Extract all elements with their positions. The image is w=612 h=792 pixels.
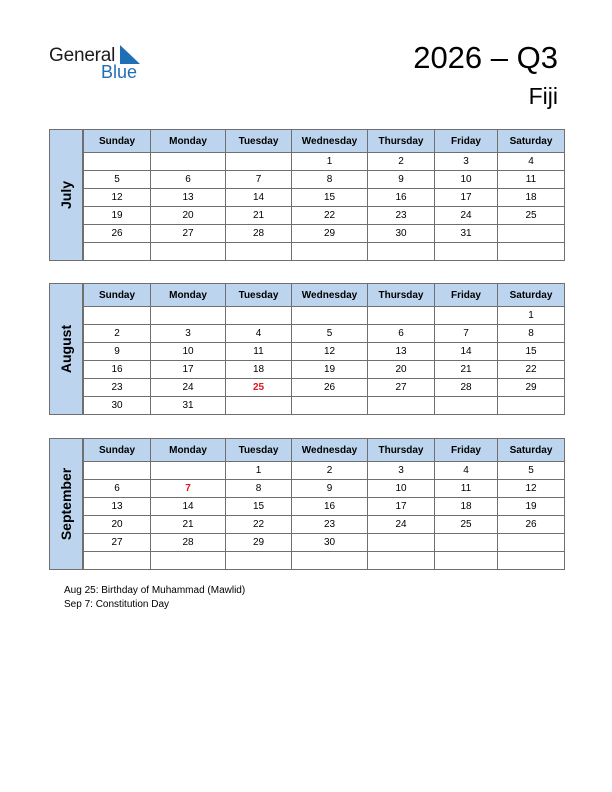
day-cell: 19 [292,361,368,379]
day-cell: 3 [435,153,498,171]
day-cell: 22 [292,207,368,225]
week-row [84,225,565,243]
month-name: July [58,180,74,210]
empty-day-cell [368,307,435,325]
day-cell: 31 [151,397,226,415]
empty-day-cell [151,552,226,570]
month-name: August [58,324,74,374]
day-cell: 9 [292,480,368,498]
empty-day-cell [435,307,498,325]
week-row [84,462,565,480]
day-cell: 21 [435,361,498,379]
weekday-header: Tuesday [226,130,292,153]
day-cell: 27 [368,379,435,397]
week-row [84,325,565,343]
page-title: 2026 – Q3 [413,40,558,75]
day-cell: 28 [151,534,226,552]
month-label-tab [49,438,83,570]
empty-day-cell [151,307,226,325]
month-label-tab [49,283,83,415]
day-cell: 5 [498,462,565,480]
empty-day-cell [226,153,292,171]
day-cell: 23 [84,379,151,397]
logo-word-blue: Blue [101,62,138,82]
day-cell: 27 [151,225,226,243]
day-cell: 16 [292,498,368,516]
weekday-header: Wednesday [292,439,368,462]
day-cell: 28 [435,379,498,397]
day-cell: 31 [435,225,498,243]
day-cell: 15 [292,189,368,207]
day-cell: 11 [498,171,565,189]
week-row [84,171,565,189]
empty-day-cell [151,462,226,480]
month-august [49,283,564,415]
day-cell: 21 [226,207,292,225]
day-cell: 1 [292,153,368,171]
day-cell: 13 [151,189,226,207]
day-cell: 8 [498,325,565,343]
weekday-header: Thursday [368,439,435,462]
empty-day-cell [368,397,435,415]
day-cell: 11 [435,480,498,498]
week-row [84,343,565,361]
day-cell: 7 [435,325,498,343]
week-row [84,243,565,261]
week-row [84,534,565,552]
empty-day-cell [226,307,292,325]
empty-day-cell [226,243,292,261]
weekday-header: Sunday [84,130,151,153]
day-cell: 28 [226,225,292,243]
day-cell: 24 [151,379,226,397]
day-cell: 18 [226,361,292,379]
day-cell: 6 [151,171,226,189]
day-cell: 13 [368,343,435,361]
holiday-note: Aug 25: Birthday of Muhammad (Mawlid) [64,585,246,596]
empty-day-cell [84,552,151,570]
day-cell: 15 [226,498,292,516]
weekday-header: Friday [435,439,498,462]
day-cell: 14 [226,189,292,207]
empty-day-cell [151,153,226,171]
day-cell: 10 [435,171,498,189]
weekday-header: Friday [435,284,498,307]
day-cell: 22 [498,361,565,379]
empty-day-cell [84,462,151,480]
week-row [84,552,565,570]
day-cell: 17 [368,498,435,516]
day-cell: 21 [151,516,226,534]
weekday-header: Sunday [84,284,151,307]
month-grid [83,283,565,415]
day-cell: 2 [292,462,368,480]
day-cell: 2 [84,325,151,343]
day-cell: 3 [151,325,226,343]
week-row [84,153,565,171]
week-row [84,516,565,534]
day-cell: 8 [226,480,292,498]
day-cell: 13 [84,498,151,516]
empty-day-cell [498,243,565,261]
day-cell: 24 [435,207,498,225]
day-cell: 30 [84,397,151,415]
holiday-day-cell: 7 [151,480,226,498]
day-cell: 29 [292,225,368,243]
holiday-note: Sep 7: Constitution Day [64,599,170,610]
day-cell: 26 [84,225,151,243]
holiday-notes [64,584,245,612]
empty-day-cell [226,397,292,415]
day-cell: 1 [498,307,565,325]
weekday-header: Sunday [84,439,151,462]
weekday-header: Saturday [498,439,565,462]
day-cell: 4 [435,462,498,480]
month-july [49,129,564,261]
month-september [49,438,564,570]
weekday-header: Wednesday [292,284,368,307]
day-cell: 1 [226,462,292,480]
week-row [84,361,565,379]
day-cell: 9 [368,171,435,189]
empty-day-cell [498,397,565,415]
day-cell: 30 [368,225,435,243]
day-cell: 29 [226,534,292,552]
week-row [84,480,565,498]
day-cell: 23 [292,516,368,534]
day-cell: 16 [368,189,435,207]
day-cell: 2 [368,153,435,171]
day-cell: 25 [498,207,565,225]
day-cell: 4 [498,153,565,171]
day-cell: 19 [84,207,151,225]
empty-day-cell [498,534,565,552]
day-cell: 3 [368,462,435,480]
empty-day-cell [226,552,292,570]
day-cell: 25 [435,516,498,534]
day-cell: 18 [498,189,565,207]
empty-day-cell [368,243,435,261]
empty-day-cell [84,153,151,171]
empty-day-cell [84,307,151,325]
day-cell: 10 [151,343,226,361]
week-row [84,189,565,207]
weekday-header: Tuesday [226,439,292,462]
day-cell: 29 [498,379,565,397]
empty-day-cell [498,552,565,570]
day-cell: 8 [292,171,368,189]
weekday-header: Saturday [498,130,565,153]
day-cell: 23 [368,207,435,225]
weekday-header: Monday [151,284,226,307]
day-cell: 16 [84,361,151,379]
day-cell: 5 [292,325,368,343]
day-cell: 14 [435,343,498,361]
month-grid [83,129,565,261]
empty-day-cell [292,307,368,325]
day-cell: 12 [84,189,151,207]
day-cell: 12 [498,480,565,498]
weekday-header: Thursday [368,130,435,153]
day-cell: 17 [435,189,498,207]
empty-day-cell [435,534,498,552]
day-cell: 9 [84,343,151,361]
holiday-day-cell: 25 [226,379,292,397]
weekday-header: Friday [435,130,498,153]
day-cell: 20 [368,361,435,379]
day-cell: 18 [435,498,498,516]
day-cell: 20 [84,516,151,534]
month-grid [83,438,565,570]
week-row [84,498,565,516]
weekday-header: Saturday [498,284,565,307]
weekday-header: Tuesday [226,284,292,307]
day-cell: 24 [368,516,435,534]
week-row [84,397,565,415]
day-cell: 15 [498,343,565,361]
empty-day-cell [368,552,435,570]
day-cell: 17 [151,361,226,379]
logo [49,43,159,85]
weekday-header: Wednesday [292,130,368,153]
day-cell: 27 [84,534,151,552]
day-cell: 30 [292,534,368,552]
empty-day-cell [292,552,368,570]
empty-day-cell [368,534,435,552]
day-cell: 12 [292,343,368,361]
day-cell: 4 [226,325,292,343]
weekday-header: Monday [151,130,226,153]
day-cell: 26 [292,379,368,397]
empty-day-cell [435,397,498,415]
week-row [84,207,565,225]
day-cell: 20 [151,207,226,225]
day-cell: 14 [151,498,226,516]
weekday-header: Thursday [368,284,435,307]
empty-day-cell [84,243,151,261]
day-cell: 19 [498,498,565,516]
logo-word-general: General [49,45,116,66]
empty-day-cell [292,397,368,415]
weekday-header: Monday [151,439,226,462]
day-cell: 10 [368,480,435,498]
day-cell: 11 [226,343,292,361]
empty-day-cell [151,243,226,261]
empty-day-cell [292,243,368,261]
day-cell: 26 [498,516,565,534]
empty-day-cell [435,243,498,261]
day-cell: 22 [226,516,292,534]
week-row [84,307,565,325]
day-cell: 5 [84,171,151,189]
day-cell: 7 [226,171,292,189]
country-name: Fiji [528,83,558,109]
month-name: September [58,467,74,541]
day-cell: 6 [84,480,151,498]
day-cell: 6 [368,325,435,343]
empty-day-cell [435,552,498,570]
month-label-tab [49,129,83,261]
week-row [84,379,565,397]
empty-day-cell [498,225,565,243]
